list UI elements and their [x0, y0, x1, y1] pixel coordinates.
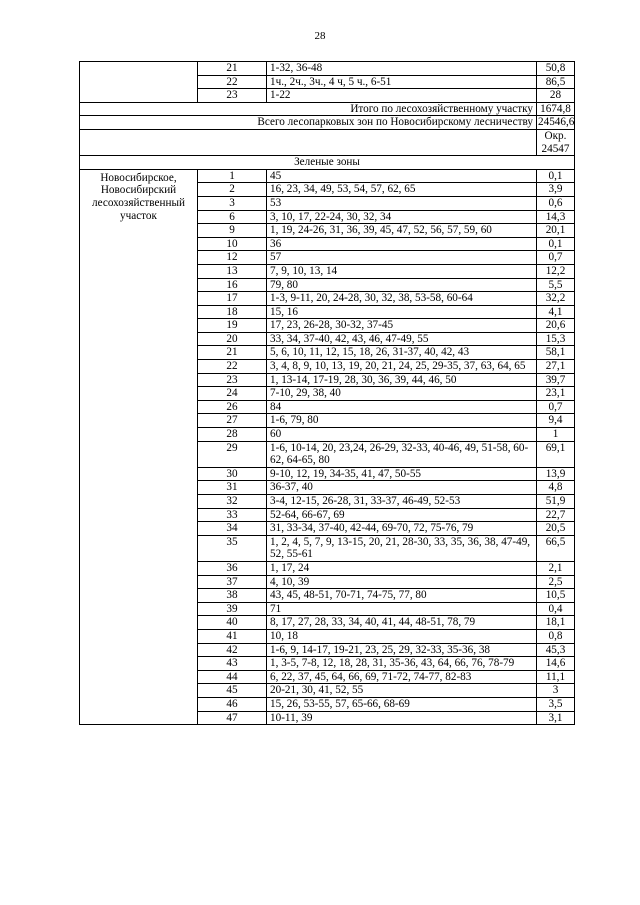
quarters-list: 4, 10, 39 [267, 575, 537, 589]
quarters-list: 7, 9, 10, 13, 14 [267, 264, 537, 278]
quarter-number: 37 [198, 575, 267, 589]
quarters-list: 15, 16 [267, 305, 537, 319]
quarters-list: 43, 45, 48-51, 70-71, 74-75, 77, 80 [267, 589, 537, 603]
quarter-number: 6 [198, 210, 267, 224]
area-value: 20,6 [537, 319, 575, 333]
quarters-list: 16, 23, 34, 49, 53, 54, 57, 62, 65 [267, 183, 537, 197]
total-label: Всего лесопарковых зон по Новосибирскому лесничеству [80, 116, 537, 130]
quarters-list: 10, 18 [267, 629, 537, 643]
quarter-number: 43 [198, 657, 267, 671]
table-row [80, 62, 575, 76]
area-value: 32,2 [537, 292, 575, 306]
quarters-list: 79, 80 [267, 278, 537, 292]
quarter-number: 29 [198, 441, 267, 467]
quarters-list: 9-10, 12, 19, 34-35, 41, 47, 50-55 [267, 467, 537, 481]
quarter-number: 36 [198, 561, 267, 575]
area-value: 14,3 [537, 210, 575, 224]
quarter-number: 10 [198, 237, 267, 251]
area-value: 20,5 [537, 522, 575, 536]
area-value: 0,8 [537, 629, 575, 643]
total-value: 24546,6 [538, 116, 575, 129]
area-value: 0,1 [537, 237, 575, 251]
quarter-number: 1 [198, 169, 267, 183]
area-value: 45,3 [537, 643, 575, 657]
area-value: 22,7 [537, 508, 575, 522]
quarters-list: 1-32, 36-48 [267, 62, 537, 76]
area-value: 4,8 [537, 481, 575, 495]
quarter-number: 45 [198, 684, 267, 698]
quarter-number: 32 [198, 495, 267, 509]
area-value: 51,9 [537, 495, 575, 509]
area-value: 3 [537, 684, 575, 698]
quarter-number: 20 [198, 332, 267, 346]
quarters-list: 7-10, 29, 38, 40 [267, 387, 537, 401]
quarter-number: 22 [198, 360, 267, 374]
area-value: 3,1 [537, 711, 575, 725]
area-value: 86,5 [537, 75, 575, 89]
quarters-list: 1ч., 2ч., 3ч., 4 ч, 5 ч., 6-51 [267, 75, 537, 89]
area-value: 39,7 [537, 373, 575, 387]
total-rounded: Окр. 24547 [537, 129, 575, 155]
quarters-list: 53 [267, 196, 537, 210]
quarters-list: 36-37, 40 [267, 481, 537, 495]
total-row [80, 116, 575, 130]
quarters-list: 60 [267, 428, 537, 442]
quarter-number: 18 [198, 305, 267, 319]
area-value: 1 [537, 428, 575, 442]
area-value: 5,5 [537, 278, 575, 292]
quarter-number: 44 [198, 670, 267, 684]
area-value: 50,8 [537, 62, 575, 76]
quarters-list: 71 [267, 602, 537, 616]
quarter-number: 35 [198, 535, 267, 561]
area-value: 4,1 [537, 305, 575, 319]
quarter-number: 33 [198, 508, 267, 522]
quarter-number: 31 [198, 481, 267, 495]
quarter-number: 38 [198, 589, 267, 603]
quarters-list: 1, 19, 24-26, 31, 36, 39, 45, 47, 52, 56, 57, 59, 60 [267, 224, 537, 238]
quarter-number: 13 [198, 264, 267, 278]
quarter-number: 34 [198, 522, 267, 536]
quarters-list: 17, 23, 26-28, 30-32, 37-45 [267, 319, 537, 333]
quarter-number: 19 [198, 319, 267, 333]
quarters-list: 57 [267, 251, 537, 265]
quarters-list: 20-21, 30, 41, 52, 55 [267, 684, 537, 698]
area-value: 18,1 [537, 616, 575, 630]
area-value: 0,6 [537, 196, 575, 210]
quarters-list: 1-6, 9, 14-17, 19-21, 23, 25, 29, 32-33, 35-36, 38 [267, 643, 537, 657]
subtotal-label: Итого по лесохозяйственному участку [80, 102, 537, 116]
area-value: 3,5 [537, 697, 575, 711]
quarter-number: 30 [198, 467, 267, 481]
quarters-list: 1, 13-14, 17-19, 28, 30, 36, 39, 44, 46, 50 [267, 373, 537, 387]
quarter-number: 28 [198, 428, 267, 442]
area-value: 66,5 [537, 535, 575, 561]
quarters-list: 6, 22, 37, 45, 64, 66, 69, 71-72, 74-77, 82-83 [267, 670, 537, 684]
subtotal-row [80, 102, 575, 116]
quarters-list: 1-22 [267, 89, 537, 103]
quarter-number: 27 [198, 414, 267, 428]
forest-table [79, 61, 575, 725]
area-value: 0,7 [537, 400, 575, 414]
area-value: 69,1 [537, 441, 575, 467]
area-value: 11,1 [537, 670, 575, 684]
area-value: 23,1 [537, 387, 575, 401]
quarters-list: 1, 17, 24 [267, 561, 537, 575]
quarters-list: 33, 34, 37-40, 42, 43, 46, 47-49, 55 [267, 332, 537, 346]
page-number: 28 [314, 30, 326, 42]
quarter-number: 21 [198, 62, 267, 76]
table-row [80, 169, 575, 183]
area-value: 9,4 [537, 414, 575, 428]
area-value: 3,9 [537, 183, 575, 197]
quarter-number: 42 [198, 643, 267, 657]
quarters-list: 1-6, 79, 80 [267, 414, 537, 428]
quarter-number: 41 [198, 629, 267, 643]
empty-area-cell [80, 62, 198, 103]
quarters-list: 15, 26, 53-55, 57, 65-66, 68-69 [267, 697, 537, 711]
quarters-list: 8, 17, 27, 28, 33, 34, 40, 41, 44, 48-51, 78, 79 [267, 616, 537, 630]
forestry-area-name: Новосибирское, Новосибирский лесохозяйственный участок [80, 169, 198, 724]
total-rounded-row [80, 129, 575, 155]
quarters-list: 1, 3-5, 7-8, 12, 18, 28, 31, 35-36, 43, 64, 66, 76, 78-79 [267, 657, 537, 671]
quarter-number: 3 [198, 196, 267, 210]
quarters-list: 10-11, 39 [267, 711, 537, 725]
quarters-list: 36 [267, 237, 537, 251]
quarter-number: 39 [198, 602, 267, 616]
quarter-number: 16 [198, 278, 267, 292]
area-value: 15,3 [537, 332, 575, 346]
area-value: 0,7 [537, 251, 575, 265]
quarter-number: 2 [198, 183, 267, 197]
quarters-list: 1-6, 10-14, 20, 23,24, 26-29, 32-33, 40-46, 49, 51-58, 60-62, 64-65, 80 [267, 441, 537, 467]
area-value: 0,4 [537, 602, 575, 616]
area-value: 12,2 [537, 264, 575, 278]
quarters-list: 84 [267, 400, 537, 414]
area-value: 2,1 [537, 561, 575, 575]
quarters-list: 3, 10, 17, 22-24, 30, 32, 34 [267, 210, 537, 224]
area-value: 13,9 [537, 467, 575, 481]
area-value: 2,5 [537, 575, 575, 589]
quarters-list: 5, 6, 10, 11, 12, 15, 18, 26, 31-37, 40, 42, 43 [267, 346, 537, 360]
area-value: 20,1 [537, 224, 575, 238]
quarter-number: 23 [198, 373, 267, 387]
area-value: 0,1 [537, 169, 575, 183]
quarters-list: 31, 33-34, 37-40, 42-44, 69-70, 72, 75-76, 79 [267, 522, 537, 536]
section-title-row [80, 156, 575, 170]
quarter-number: 12 [198, 251, 267, 265]
quarter-number: 22 [198, 75, 267, 89]
quarters-list: 45 [267, 169, 537, 183]
quarters-list: 52-64, 66-67, 69 [267, 508, 537, 522]
area-value: 10,5 [537, 589, 575, 603]
quarters-list: 3-4, 12-15, 26-28, 31, 33-37, 46-49, 52-53 [267, 495, 537, 509]
section-title: Зеленые зоны [80, 156, 575, 170]
area-value: 14,6 [537, 657, 575, 671]
empty-cell [80, 129, 537, 155]
quarters-list: 1, 2, 4, 5, 7, 9, 13-15, 20, 21, 28-30, 33, 35, 36, 38, 47-49, 52, 55-61 [267, 535, 537, 561]
quarter-number: 47 [198, 711, 267, 725]
quarter-number: 9 [198, 224, 267, 238]
quarter-number: 46 [198, 697, 267, 711]
area-value: 27,1 [537, 360, 575, 374]
subtotal-value: 1674,8 [537, 102, 575, 116]
quarter-number: 26 [198, 400, 267, 414]
quarters-list: 3, 4, 8, 9, 10, 13, 19, 20, 21, 24, 25, 29-35, 37, 63, 64, 65 [267, 360, 537, 374]
quarter-number: 40 [198, 616, 267, 630]
quarter-number: 24 [198, 387, 267, 401]
quarters-list: 1-3, 9-11, 20, 24-28, 30, 32, 38, 53-58, 60-64 [267, 292, 537, 306]
quarter-number: 23 [198, 89, 267, 103]
quarter-number: 17 [198, 292, 267, 306]
area-value: 58,1 [537, 346, 575, 360]
quarter-number: 21 [198, 346, 267, 360]
area-value: 28 [537, 89, 575, 103]
